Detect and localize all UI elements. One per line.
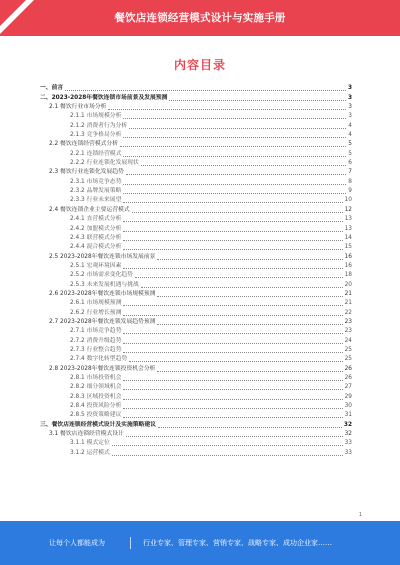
toc-leader-dots <box>157 371 342 372</box>
toc-entry[interactable] <box>40 120 352 129</box>
toc-leader-dots <box>123 221 342 222</box>
toc-entry[interactable] <box>40 447 352 456</box>
toc-entry-text: 2.6.1 市场规模预测 <box>70 300 122 307</box>
toc-entry-text: 2.4.4 混合模式分析 <box>70 244 122 251</box>
toc-entry-text: 一、前言 <box>40 85 64 92</box>
toc-entry[interactable] <box>40 186 352 195</box>
table-of-contents <box>40 83 352 457</box>
toc-entry[interactable] <box>40 391 352 400</box>
footer-banner <box>0 521 400 565</box>
toc-entry[interactable] <box>40 102 352 111</box>
toc-entry-page: 13 <box>344 216 352 223</box>
toc-entry-text: 2.5.1 宏观环境因素 <box>70 262 122 269</box>
document-title: 餐饮店连锁经营模式设计与实施手册 <box>114 12 286 24</box>
toc-entry[interactable] <box>40 401 352 410</box>
toc-entry-text: 2.3.3 行业未来展望 <box>70 197 122 204</box>
toc-entry[interactable] <box>40 111 352 120</box>
toc-entry-text: 2.5.3 未来发展机遇与挑战 <box>70 281 139 288</box>
toc-entry-text: 2.8.4 投资风险分析 <box>70 403 122 410</box>
toc-entry-page: 25 <box>344 346 352 353</box>
toc-entry-page: 9 <box>348 188 352 195</box>
toc-entry[interactable] <box>40 335 352 344</box>
toc-leader-dots <box>123 202 342 203</box>
toc-entry-text: 三、餐饮店连锁经营模式设计及实施策略建议 <box>40 421 156 428</box>
toc-leader-dots <box>157 296 342 297</box>
footer-divider <box>130 537 131 549</box>
toc-entry-page: 23 <box>344 318 352 325</box>
toc-leader-dots <box>157 259 342 260</box>
toc-leader-dots <box>141 287 343 288</box>
toc-entry-page: 20 <box>344 281 352 288</box>
toc-entry[interactable] <box>40 410 352 419</box>
toc-entry-text: 2.5 2023-2028年餐饮连锁市场发展前景 <box>49 253 156 260</box>
footer-slogan-right: 行业专家、管理专家、营销专家、战略专家、成功企业家…… <box>143 539 332 547</box>
toc-entry-page: 24 <box>344 337 352 344</box>
toc-entry[interactable] <box>40 363 352 372</box>
toc-entry-text: 2.8.2 细分领域机会 <box>70 384 122 391</box>
toc-entry-text: 2.2 餐饮连锁经营模式分析 <box>49 141 119 148</box>
toc-entry-page: 26 <box>344 365 352 372</box>
toc-entry[interactable] <box>40 289 352 298</box>
toc-entry-page: 18 <box>344 272 352 279</box>
toc-entry-page: 16 <box>344 262 352 269</box>
toc-entry-text: 2.7.4 数字化转型趋势 <box>70 356 128 363</box>
toc-leader-dots <box>123 240 342 241</box>
toc-entry-page: 12 <box>344 206 352 213</box>
toc-entry-text: 2.3 餐饮行业连锁化发展趋势 <box>49 169 124 176</box>
toc-leader-dots <box>123 380 342 381</box>
toc-entry-page: 10 <box>344 197 352 204</box>
toc-entry-text: 2.7.2 消费升级趋势 <box>70 337 122 344</box>
toc-entry-text: 2.4.2 加盟模式分析 <box>70 225 122 232</box>
toc-leader-dots <box>169 100 346 101</box>
toc-entry-text: 2.4.1 直营模式分析 <box>70 216 122 223</box>
toc-entry-text: 二、2023-2028年餐饮连锁市场前景及发展预测 <box>40 94 168 101</box>
toc-leader-dots <box>123 231 342 232</box>
toc-entry-page: 25 <box>344 356 352 363</box>
toc-entry-page: 4 <box>348 132 352 139</box>
toc-entry[interactable] <box>40 242 352 251</box>
toc-entry-text: 3.1 餐饮店连锁经营模式设计 <box>49 431 124 438</box>
toc-entry-page: 21 <box>344 290 352 297</box>
toc-leader-dots <box>123 343 342 344</box>
toc-entry[interactable] <box>40 261 352 270</box>
toc-entry-page: 3 <box>348 104 352 111</box>
toc-entry[interactable] <box>40 270 352 279</box>
toc-entry-page: 33 <box>344 449 352 456</box>
toc-leader-dots <box>123 315 342 316</box>
toc-entry-text: 2.7.1 市场竞争趋势 <box>70 328 122 335</box>
toc-entry[interactable] <box>40 214 352 223</box>
toc-leader-dots <box>123 268 342 269</box>
toc-entry[interactable] <box>40 429 352 438</box>
toc-leader-dots <box>123 417 342 418</box>
toc-entry[interactable] <box>40 167 352 176</box>
toc-entry[interactable] <box>40 148 352 157</box>
toc-leader-dots <box>65 90 346 91</box>
toc-entry-text: 2.1.2 消费者行为分析 <box>70 122 128 129</box>
toc-entry[interactable] <box>40 176 352 185</box>
toc-entry-text: 2.7.3 行业整合趋势 <box>70 346 122 353</box>
toc-leader-dots <box>129 361 342 362</box>
toc-heading: 内容目录 <box>173 58 226 72</box>
toc-entry-page: 7 <box>348 169 352 176</box>
toc-entry[interactable] <box>40 92 352 101</box>
toc-leader-dots <box>123 333 342 334</box>
toc-entry[interactable] <box>40 233 352 242</box>
toc-entry-page: 16 <box>344 253 352 260</box>
toc-entry-page: 21 <box>344 300 352 307</box>
toc-leader-dots <box>132 212 343 213</box>
toc-leader-dots <box>135 277 343 278</box>
toc-entry-page: 3 <box>347 85 352 92</box>
toc-entry[interactable] <box>40 382 352 391</box>
toc-entry-text: 2.4.3 联营模式分析 <box>70 234 122 241</box>
toc-entry-page: 26 <box>344 375 352 381</box>
toc-entry-text: 2.1.3 竞争格局分析 <box>70 132 122 139</box>
toc-entry-page: 5 <box>348 150 352 157</box>
toc-entry-page: 15 <box>344 244 352 251</box>
toc-entry-page: 3 <box>348 113 352 120</box>
toc-leader-dots <box>123 305 342 306</box>
toc-leader-dots <box>108 109 346 110</box>
toc-leader-dots <box>112 445 343 446</box>
toc-entry-text: 2.4 餐饮连锁企业主要运营模式 <box>49 206 130 213</box>
toc-entry-page: 4 <box>348 122 352 129</box>
toc-entry[interactable] <box>40 354 352 363</box>
toc-leader-dots <box>120 146 346 147</box>
toc-entry-text: 2.5.2 市场需求变化趋势 <box>70 272 133 279</box>
toc-entry-page: 32 <box>343 421 352 428</box>
toc-entry-text: 3.1.1 模式定位 <box>70 440 110 447</box>
toc-entry[interactable] <box>40 326 352 335</box>
toc-entry-text: 2.3.2 品牌发展策略 <box>70 188 122 195</box>
toc-leader-dots <box>157 324 342 325</box>
toc-leader-dots <box>123 389 342 390</box>
toc-entry-page: 5 <box>348 141 352 148</box>
toc-entry-page: 31 <box>344 412 352 419</box>
toc-entry-text: 3.1.2 运营模式 <box>70 449 110 456</box>
toc-entry-text: 2.2.1 连锁经营模式 <box>70 150 122 157</box>
toc-entry-page: 8 <box>348 178 352 185</box>
toc-entry[interactable] <box>40 158 352 167</box>
toc-leader-dots <box>123 118 346 119</box>
toc-entry[interactable] <box>40 195 352 204</box>
footer-slogan-left: 让每个人都能成为 <box>49 539 105 547</box>
toc-entry-text: 2.8 2023-2028年餐饮连锁投资机会分析 <box>49 365 156 372</box>
toc-entry[interactable] <box>40 83 352 92</box>
toc-entry[interactable] <box>40 139 352 148</box>
toc-leader-dots <box>123 184 346 185</box>
toc-entry-page: 6 <box>348 160 352 167</box>
toc-leader-dots <box>129 128 346 129</box>
toc-leader-dots <box>141 165 347 166</box>
toc-entry[interactable] <box>40 298 352 307</box>
toc-leader-dots <box>123 249 342 250</box>
toc-entry-page: 32 <box>344 431 352 438</box>
toc-entry-page: 27 <box>344 384 352 391</box>
toc-leader-dots <box>123 408 342 409</box>
page-number: 1 <box>358 512 362 518</box>
toc-entry-text: 2.8.3 区域投资机会 <box>70 393 122 400</box>
toc-leader-dots <box>123 352 342 353</box>
toc-entry-page: 14 <box>344 234 352 241</box>
toc-entry-page: 23 <box>344 328 352 335</box>
toc-entry[interactable] <box>40 251 352 260</box>
toc-entry[interactable] <box>40 130 352 139</box>
toc-entry-text: 2.7 2023-2028年餐饮连锁发展趋势预测 <box>49 318 156 325</box>
toc-entry[interactable] <box>40 317 352 326</box>
toc-entry-page: 33 <box>344 440 352 447</box>
toc-leader-dots <box>158 427 342 428</box>
toc-entry-page: 3 <box>347 94 352 101</box>
toc-entry-text: 2.1.1 市场规模分析 <box>70 113 122 120</box>
toc-entry[interactable] <box>40 204 352 213</box>
toc-entry-text: 2.3.1 市场竞争态势 <box>70 178 122 185</box>
toc-entry-text: 2.8.5 投资策略建议 <box>70 412 122 419</box>
toc-entry[interactable] <box>40 223 352 232</box>
toc-leader-dots <box>112 455 343 456</box>
toc-entry-text: 2.8.1 市场投资机会 <box>70 375 122 381</box>
toc-entry-page: 22 <box>344 309 352 316</box>
toc-leader-dots <box>126 174 346 175</box>
toc-entry-text: 2.6 2023-2028年餐饮连锁市场规模预测 <box>49 290 156 297</box>
toc-entry-text: 2.2.2 行业连锁化发展现状 <box>70 160 139 167</box>
toc-entry-page: 13 <box>344 225 352 232</box>
toc-entry-text: 2.6.2 行业增长预测 <box>70 309 122 316</box>
toc-leader-dots <box>123 156 346 157</box>
toc-leader-dots <box>123 399 342 400</box>
toc-entry[interactable] <box>40 438 352 447</box>
toc-entry-text: 2.1 餐饮行业市场分析 <box>49 104 107 111</box>
toc-leader-dots <box>123 193 346 194</box>
toc-entry[interactable] <box>40 307 352 316</box>
toc-entry[interactable] <box>40 419 352 428</box>
toc-entry-page: 30 <box>344 403 352 410</box>
toc-entry[interactable] <box>40 345 352 354</box>
toc-leader-dots <box>123 137 346 138</box>
toc-entry[interactable] <box>40 279 352 288</box>
toc-entry[interactable] <box>40 373 352 382</box>
toc-leader-dots <box>126 436 343 437</box>
toc-entry-page: 29 <box>344 393 352 400</box>
